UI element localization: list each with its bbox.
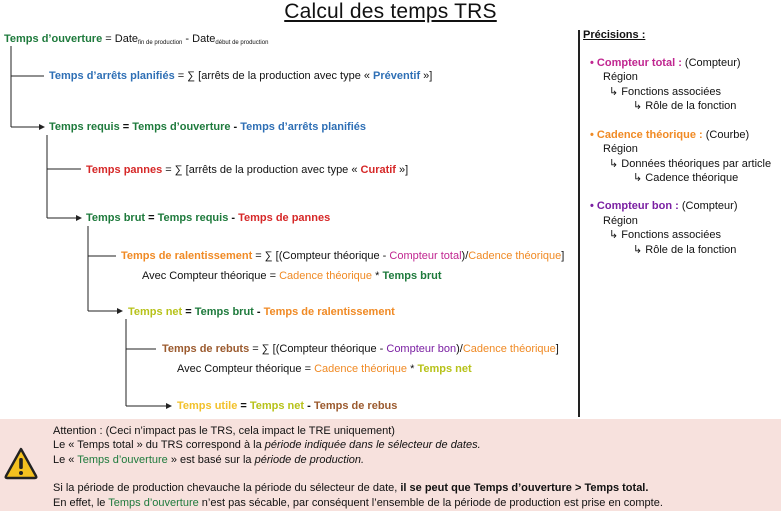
- attention-line-4: Si la période de production chevauche la période du sélecteur de date, il se peut que Temps d’ouverture > Temps total.: [53, 482, 649, 494]
- precision-line: Région: [603, 71, 638, 83]
- precision-line: ↳ Fonctions associées: [609, 86, 721, 98]
- vertical-separator: [578, 30, 580, 417]
- ralentissement-note: Avec Compteur théorique = Cadence théorique * Temps brut: [142, 270, 442, 282]
- attention-line-3: Le « Temps d’ouverture » est basé sur la période de production.: [53, 454, 365, 466]
- arrow-icon: ↳: [633, 100, 643, 112]
- temps-net-label: Temps net: [128, 306, 183, 318]
- precision-line: ↳ Rôle de la fonction: [633, 100, 737, 112]
- arrow-icon: ↳: [633, 172, 643, 184]
- arrow-icon: ↳: [609, 86, 619, 98]
- temps-pannes-label: Temps pannes: [86, 164, 163, 176]
- attention-line-1: Attention : (Ceci n’impact pas le TRS, cela impact le TRE uniquement): [53, 425, 395, 437]
- warning-icon: [4, 446, 38, 480]
- temps-ralentissement-formula: Temps de ralentissement = ∑ [(Compteur théorique - Compteur total)/Cadence théorique]: [121, 250, 565, 262]
- precision-line: ↳ Cadence théorique: [633, 172, 739, 184]
- temps-brut-formula: Temps brut = Temps requis - Temps de pannes: [86, 212, 331, 224]
- precisions-title: Précisions :: [583, 29, 646, 41]
- temps-brut-label: Temps brut: [86, 212, 146, 224]
- page-title: Calcul des temps TRS: [284, 0, 497, 23]
- arrow-icon: ↳: [633, 244, 643, 256]
- attention-line-5: En effet, le Temps d’ouverture n’est pas sécable, par conséquent l’ensemble de la période de production est prise en compte.: [53, 497, 663, 509]
- precision-line: ↳ Données théoriques par article: [609, 158, 772, 170]
- precision-line: ↳ Rôle de la fonction: [633, 244, 737, 256]
- attention-line-2: Le « Temps total » du TRS correspond à la période indiquée dans le sélecteur de dates.: [53, 439, 481, 451]
- temps-rebuts-formula: Temps de rebuts = ∑ [(Compteur théorique - Compteur bon)/Cadence théorique]: [162, 343, 559, 355]
- temps-rebuts-label: Temps de rebuts: [162, 343, 250, 355]
- temps-utile-label: Temps utile: [177, 400, 238, 412]
- temps-requis-formula: Temps requis = Temps d’ouverture - Temps d’arrêts planifiés: [49, 121, 366, 133]
- arrow-icon: ↳: [609, 229, 619, 241]
- temps-ralentissement-label: Temps de ralentissement: [121, 250, 253, 262]
- temps-pannes-formula: Temps pannes = ∑ [arrêts de la production avec type « Curatif »]: [86, 164, 409, 176]
- precision-line: ↳ Fonctions associées: [609, 229, 721, 241]
- temps-ouverture-formula: Temps d’ouverture = Date$_{fin de production}$ - Date$_{début de production}$: [4, 33, 269, 46]
- temps-net-formula: Temps net = Temps brut - Temps de ralentissement: [128, 306, 395, 318]
- temps-arrets-planifies-label: Temps d’arrêts planifiés: [49, 70, 175, 82]
- precision-line: Région: [603, 215, 638, 227]
- temps-requis-label: Temps requis: [49, 121, 120, 133]
- precision-compteur-total: • Compteur total : (Compteur): [590, 57, 741, 69]
- temps-ouverture-label: Temps d’ouverture: [4, 33, 103, 45]
- precision-compteur-bon: • Compteur bon : (Compteur): [590, 200, 738, 212]
- precision-cadence-theorique: • Cadence théorique : (Courbe): [590, 129, 750, 141]
- temps-arrets-planifies-formula: Temps d’arrêts planifiés = ∑ [arrêts de la production avec type « Préventif »]: [49, 70, 433, 82]
- precision-line: Région: [603, 143, 638, 155]
- arrow-icon: ↳: [609, 158, 619, 170]
- rebuts-note: Avec Compteur théorique = Cadence théorique * Temps net: [177, 363, 472, 375]
- temps-utile-formula: Temps utile = Temps net - Temps de rebus: [177, 400, 398, 412]
